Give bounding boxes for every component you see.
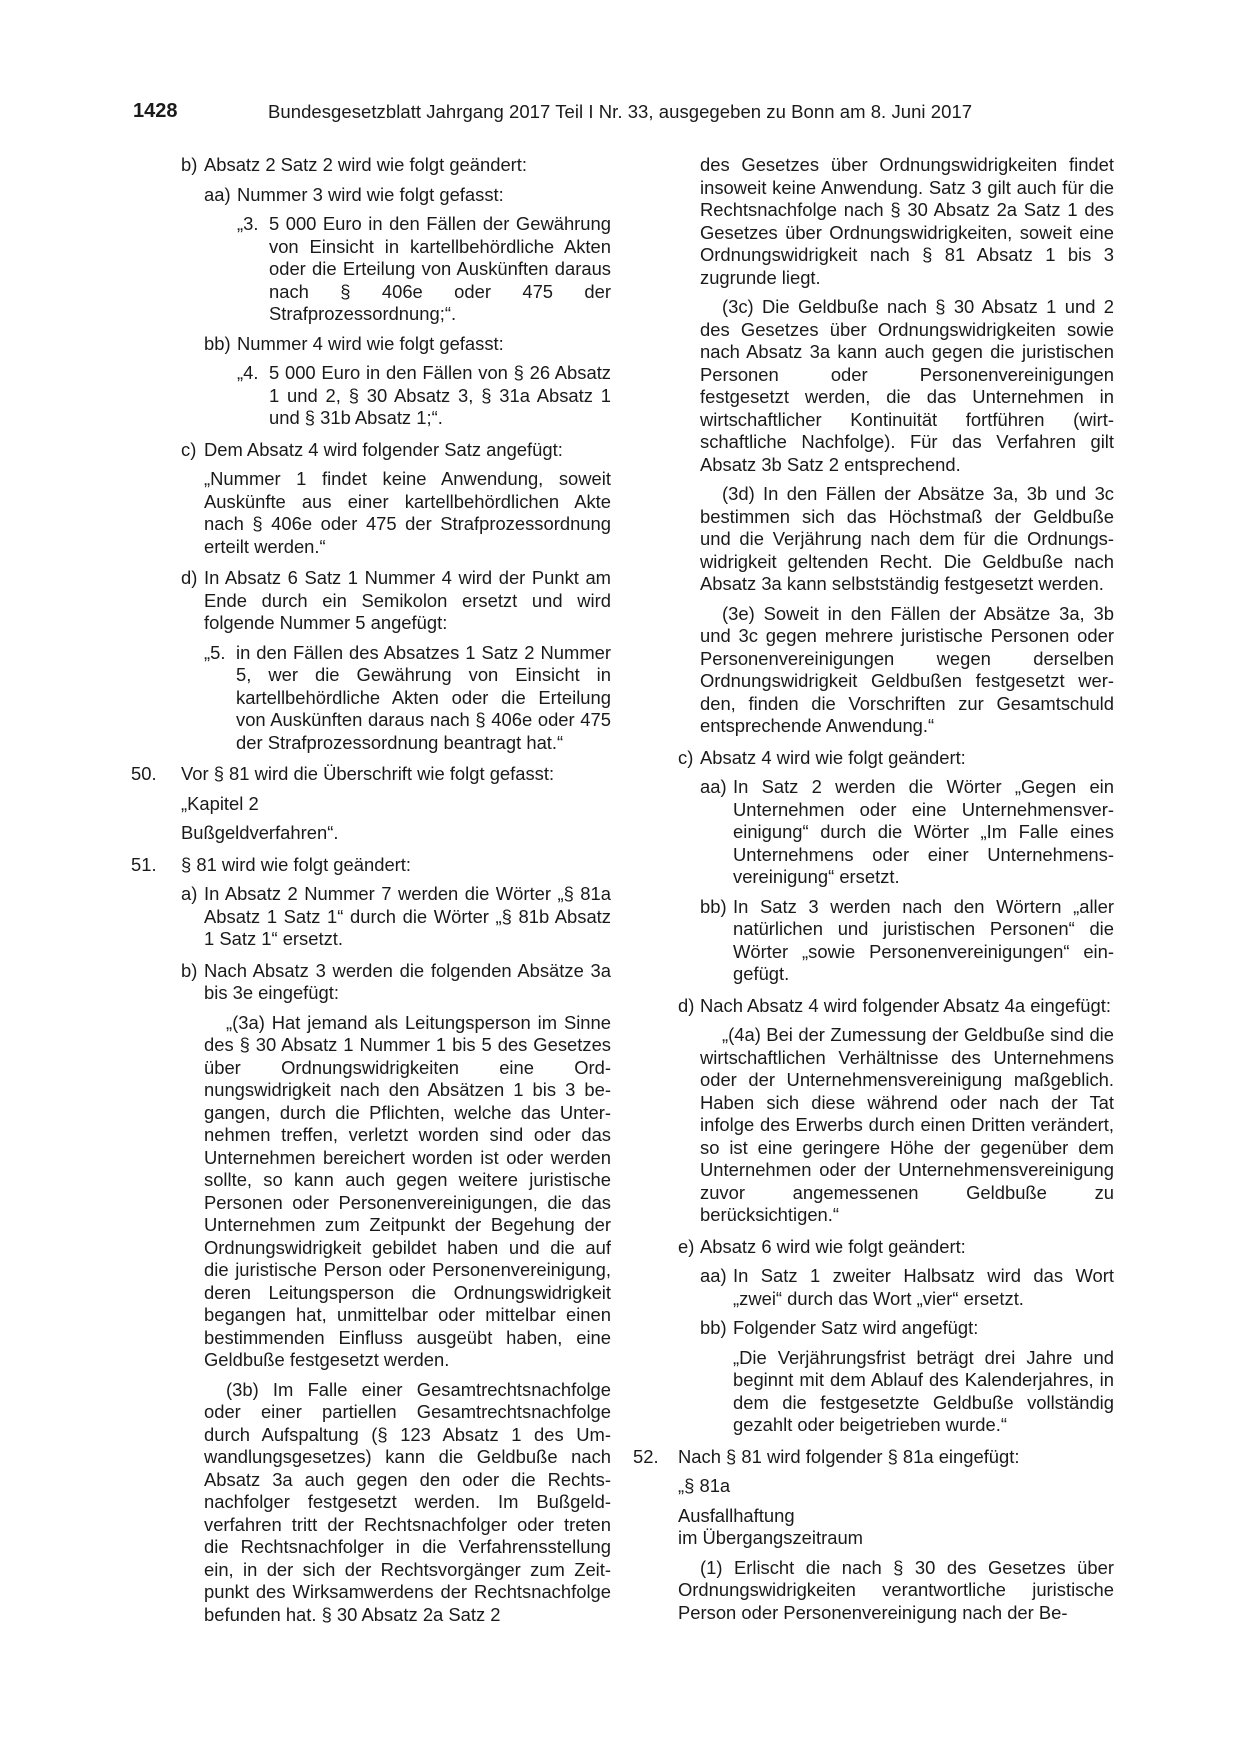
paragraph-text: Nach Absatz 3 werden die folgenden Absätze 3a bis 3e eingefügt: bbox=[204, 959, 611, 1003]
list-marker: e) bbox=[678, 1235, 695, 1257]
absatz-3a: „(3a) Hat jemand als Leitungsperson im Sinne des § 30 Absatz 1 Nummer 1 bis 5 des Gesetzes über Ordnungswidrigkeiten eine Ordnungswidrigkeit nach den Absätzen 1 bis 3 begangen, durch die Pflichten, welche das Unternehmen treffen, verletzt worden sind oder das Unternehmen bereichert worden ist oder werden sollte, so kann auch gegen weitere juristische Personen oder Personenvereinigungen, die das Unternehmen zum Zeitpunkt der Begehung der Ordnungswidrigkeit gebildet haben und die auf die juristische Person oder Personenvereinigung, deren Leitungsperson die Ordnungswidrigkeit begangen hat, unmittelbar oder mittelbar einen bestimmenden Einfluss ausgeübt haben, eine Geldbuße festgesetzt werden. bbox=[204, 1011, 611, 1370]
paragraph-text: Absatz 2 Satz 2 wird wie folgt geändert: bbox=[204, 154, 528, 175]
list-marker: „4. bbox=[237, 362, 259, 383]
list-marker: aa) bbox=[700, 776, 727, 797]
heading-bussgeldverfahren: Bußgeldverfahren“. bbox=[181, 822, 339, 843]
quote-nummer4 bbox=[237, 362, 611, 430]
item-d-absatz6 bbox=[181, 567, 611, 635]
item-e-absatz6 bbox=[678, 1236, 1114, 1259]
paragraph-text: Nach Absatz 4 wird folgender Absatz 4a eingefügt: bbox=[700, 994, 1111, 1016]
item-number: 51. bbox=[131, 853, 157, 875]
right-column bbox=[633, 154, 1114, 1624]
list-marker: b) bbox=[181, 154, 198, 175]
paragraph-text: 5 000 Euro in den Fällen von § 26 Absatz 1 und 2, § 30 Absatz 3, § 31a Absatz 1 und § 31b Absatz 1;“. bbox=[269, 362, 611, 428]
quote-verjaehrungsfrist: „Die Verjährungsfrist beträgt drei Jahre und beginnt mit dem Ablauf des Kalenderjahres, in dem die festgesetzte Geldbuße vollständig gezahlt oder beigetrieben wurde.“ bbox=[733, 1346, 1114, 1435]
heading-kapitel: „Kapitel 2 bbox=[181, 792, 259, 814]
list-marker: b) bbox=[181, 959, 198, 981]
item-52 bbox=[633, 1445, 1114, 1469]
list-marker: bb) bbox=[204, 332, 231, 354]
list-marker: d) bbox=[678, 994, 695, 1016]
list-marker: a) bbox=[181, 883, 198, 904]
list-marker: c) bbox=[678, 746, 694, 768]
absatz-3e: (3e) Soweit in den Fällen der Absätze 3a, 3b und 3c gegen mehrere juristische Personen oder Personenvereinigungen wegen derselben Ordnungswidrigkeit Geldbußen festgesetzt werden, finden die Vorschriften zur Gesamtschuld entsprechende Anwendung.“ bbox=[700, 602, 1114, 736]
absatz-3b: (3b) Im Falle einer Gesamtrechtsnachfolge oder einer partiellen Gesamtrechtsnachfolge durch Aufspaltung (§ 123 Absatz 1 des Umwandlungsgesetzes) kann die Geldbuße nach Absatz 3a auch gegen den oder die Rechtsnachfolger festgesetzt werden. Im Bußgeldverfahren tritt der Rechtsnachfolger oder treten die Rechtsnachfolger in die Verfahrensstellung ein, in der sich der Rechtsvorgänger zum Zeitpunkt des Wirksamwerdens der Rechtsnachfolge befunden hat. § 30 Absatz 2a Satz 2 bbox=[204, 1378, 611, 1625]
item-51 bbox=[131, 854, 611, 877]
subitem-aa-satz2 bbox=[700, 776, 1114, 889]
absatz-4a: „(4a) Bei der Zumessung der Geldbuße sind die wirtschaftlichen Verhältnisse des Unternehmens oder der Unternehmensvereinigung maßgeblich. Haben sich diese während oder nach der Tat infolge des Erwerbs durch einen Dritten verändert, so ist eine geringere Höhe der gegenüber dem Unternehmen oder der Unternehmensvereinigung zuvor angemessenen Geldbuße zu berücksichtigen.“ bbox=[700, 1024, 1114, 1225]
subitem-bb-satz-angefuegt bbox=[700, 1317, 1114, 1340]
paragraph-text: In Satz 1 zweiter Halbsatz wird das Wort „zwei“ durch das Wort „vier“ ersetzt. bbox=[733, 1265, 1114, 1309]
item-number: 50. bbox=[131, 763, 157, 784]
page-number: 1428 bbox=[133, 100, 178, 122]
left-column bbox=[131, 154, 611, 1626]
list-marker: aa) bbox=[700, 1265, 727, 1286]
list-marker: d) bbox=[181, 567, 198, 588]
item-c-absatz4-right bbox=[678, 747, 1114, 770]
item-d-absatz4a bbox=[678, 995, 1114, 1018]
list-marker: bb) bbox=[700, 1317, 727, 1338]
paragraph-text: in den Fällen des Absatzes 1 Satz 2 Nummer 5, wer die Gewährung von Einsicht in kartellbehördliche Akten oder die Erteilung von Auskünften daraus nach § 406e oder 475 der Strafprozessordnung beantragt hat.“ bbox=[236, 641, 611, 753]
paragraph-text: 5 000 Euro in den Fällen der Gewährung von Einsicht in kartellbehördliche Akten oder die Erteilung von Auskünften daraus nach § 406e oder 475 der Strafprozessordnung;“. bbox=[269, 213, 611, 324]
item-51-a bbox=[181, 883, 611, 951]
quote-nummer3 bbox=[237, 213, 611, 326]
paragraph-text: § 81 wird wie folgt geändert: bbox=[181, 853, 412, 875]
running-header: Bundesgesetzblatt Jahrgang 2017 Teil I Nr. 33, ausgegeben zu Bonn am 8. Juni 2017 bbox=[268, 101, 973, 122]
subitem-aa-satz1 bbox=[700, 1265, 1114, 1310]
heading-uebergangszeitraum: im Übergangszeitraum bbox=[678, 1527, 864, 1548]
paragraph-text: In Satz 3 werden nach den Wörtern „aller natürlichen und juristischen Personen“ die Wörter „sowie Personenvereinigungen“ eingefügt. bbox=[733, 895, 1114, 984]
subitem-bb-satz3 bbox=[700, 896, 1114, 986]
paragraph-text: In Absatz 2 Nummer 7 werden die Wörter „§ 81a Absatz 1 Satz 1“ durch die Wörter „§ 81b Absatz 1 Satz 1“ ersetzt. bbox=[204, 883, 611, 949]
absatz-1-81a: (1) Erlischt die nach § 30 des Gesetzes über Ordnungswidrigkeiten verantwortliche juristische Person oder Personenvereinigung nach der Be- bbox=[678, 1556, 1114, 1623]
list-marker: aa) bbox=[204, 183, 231, 205]
paragraph-text: Dem Absatz 4 wird folgender Satz angefügt: bbox=[204, 438, 563, 460]
paragraph-text: Absatz 6 wird wie folgt geändert: bbox=[700, 1235, 966, 1257]
paragraph-text: „Nummer 1 findet keine Anwendung, soweit Auskünfte aus einer kartellbehördlichen Akte nach § 406e oder 475 der Strafprozessordnung erteilt werden.“ bbox=[204, 468, 611, 557]
list-marker: bb) bbox=[700, 895, 727, 917]
subitem-bb-nummer4 bbox=[204, 333, 611, 356]
absatz-3c: (3c) Die Geldbuße nach § 30 Absatz 1 und 2 des Gesetzes über Ordnungswidrigkeiten sowie nach Absatz 3a kann auch gegen die juristischen Personen oder Personenvereinigungen festgesetzt werden, die das Unternehmen in wirtschaftlicher Kontinuität fortführen (wirtschaftliche Nachfolge). Für das Verfahren gilt Absatz 3b Satz 2 entsprechend. bbox=[700, 296, 1114, 475]
list-marker: c) bbox=[181, 438, 197, 460]
item-b-absatz2 bbox=[181, 154, 611, 177]
paragraph-text: Absatz 4 wird wie folgt geändert: bbox=[700, 746, 966, 768]
item-50 bbox=[131, 763, 611, 786]
paragraph-text: Folgender Satz wird angefügt: bbox=[733, 1317, 979, 1338]
absatz-3d: (3d) In den Fällen der Absätze 3a, 3b und 3c bestimmen sich das Höchstmaß der Geldbuße und die Verjährung nach dem für die Ordnungswidrigkeit geltenden Recht. Die Geldbuße nach Absatz 3a kann selbstständig festgesetzt werden. bbox=[700, 483, 1114, 594]
paragraph-text: Nummer 3 wird wie folgt gefasst: bbox=[237, 183, 504, 205]
heading-paragraph-81a: „§ 81a bbox=[678, 1475, 731, 1496]
quote-nummer1 bbox=[204, 468, 611, 558]
item-51-b bbox=[181, 960, 611, 1005]
paragraph-text: In Satz 2 werden die Wörter „Gegen ein Unternehmen oder eine Unternehmensvereinigung“ durch die Wörter „Im Falle eines Unternehmens oder einer Unternehmensvereinigung“ ersetzt. bbox=[733, 776, 1114, 887]
paragraph-text: Nach § 81 wird folgender § 81a eingefügt: bbox=[678, 1445, 1020, 1467]
list-marker: „5. bbox=[204, 641, 226, 663]
subitem-aa-nummer3 bbox=[204, 184, 611, 207]
heading-ausfallhaftung: Ausfallhaftung bbox=[678, 1504, 795, 1526]
item-number: 52. bbox=[633, 1445, 659, 1467]
absatz-3b-continued: des Gesetzes über Ordnungswidrigkeiten findet insoweit keine Anwendung. Satz 3 gilt auch für die Rechtsnachfolge nach § 30 Absatz 2a Satz 1 des Gesetzes über Ordnungswidrigkeiten, soweit eine Ordnungswidrigkeit nach § 81 Absatz 1 bis 3 zugrunde liegt. bbox=[700, 154, 1114, 288]
paragraph-text: Nummer 4 wird wie folgt gefasst: bbox=[237, 332, 504, 354]
item-c-absatz4 bbox=[181, 439, 611, 462]
list-marker: „3. bbox=[237, 213, 259, 234]
paragraph-text: In Absatz 6 Satz 1 Nummer 4 wird der Punkt am Ende durch ein Semikolon ersetzt und wird folgende Nummer 5 angefügt: bbox=[204, 567, 611, 633]
paragraph-text: Vor § 81 wird die Überschrift wie folgt gefasst: bbox=[181, 763, 555, 784]
quote-nummer5 bbox=[204, 642, 611, 755]
